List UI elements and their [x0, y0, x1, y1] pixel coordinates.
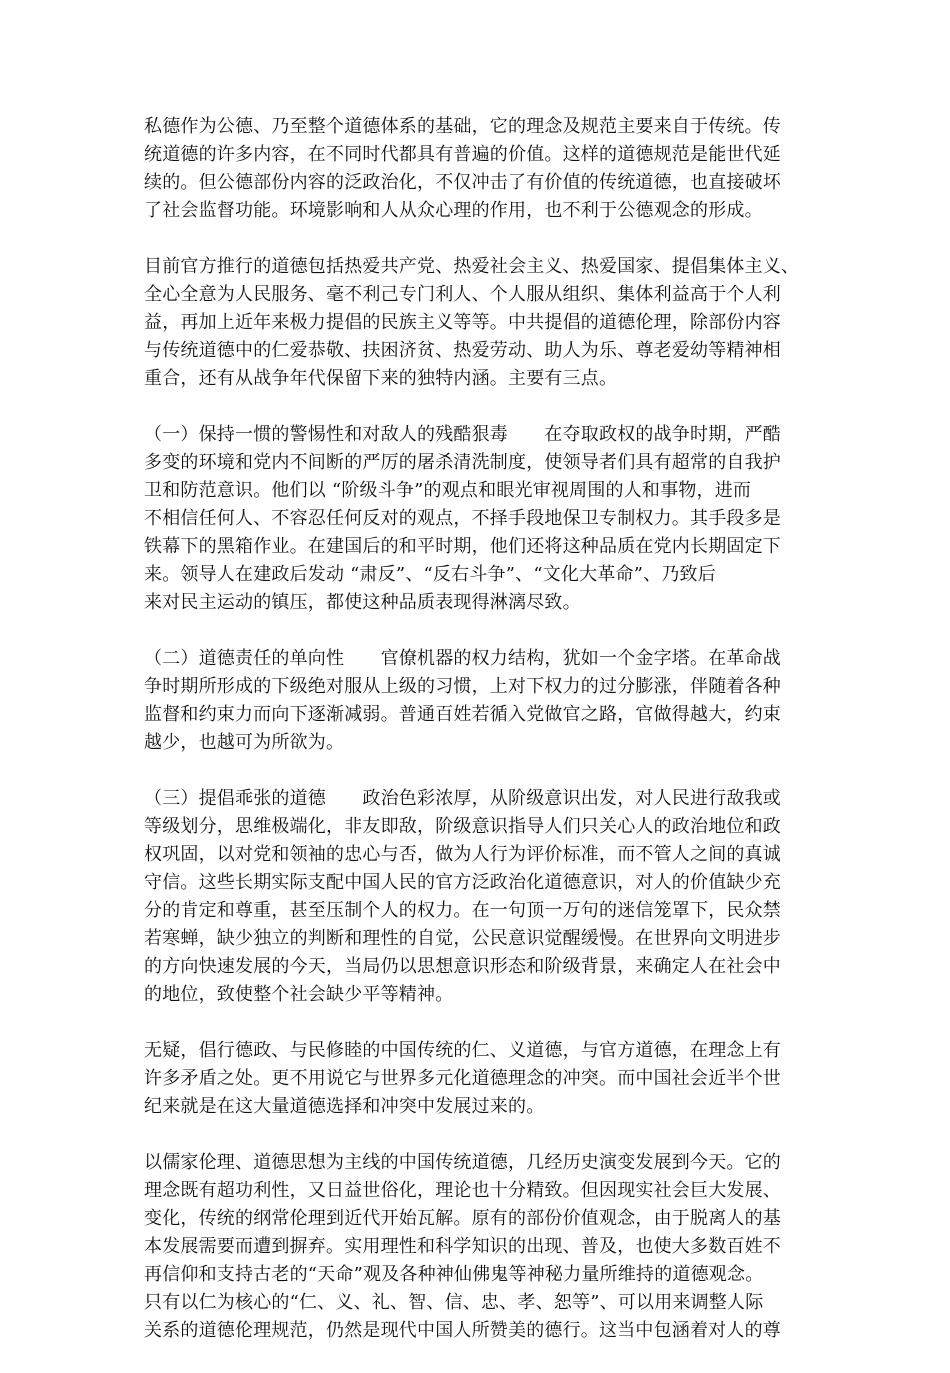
- text-line: 权巩固，以对党和领袖的忠心与否，做为人行为评价标准，而不管人之间的真诚: [144, 844, 781, 865]
- text-line: 多变的环境和党内不间断的严厉的屠杀清洗制度，使领导者们具有超常的自我护: [144, 452, 781, 473]
- text-line: 来对民主运动的镇压，都使这种品质表现得淋漓尽致。: [144, 592, 581, 613]
- paragraph-point-one: [144, 421, 814, 617]
- text-line: 的方向快速发展的今天，当局仍以思想意识形态和阶级背景，来确定人在社会中: [144, 956, 781, 977]
- text-line: 续的。但公德部份内容的泛政治化，不仅冲击了有价值的传统道德，也直接破坏: [144, 172, 781, 193]
- text-line: 无疑，倡行德政、与民修睦的中国传统的仁、义道德，与官方道德，在理念上有: [144, 1040, 781, 1061]
- text-line: 私德作为公德、乃至整个道德体系的基础，它的理念及规范主要来自于传统。传: [144, 116, 781, 137]
- text-line: 若寒蝉，缺少独立的判断和理性的自觉，公民意识觉醒缓慢。在世界向文明进步: [144, 928, 781, 949]
- text-line: （三）提倡乖张的道德 政治色彩浓厚，从阶级意识出发，对人民进行敌我或: [144, 788, 781, 809]
- text-line: 关系的道德伦理规范，仍然是现代中国人所赞美的德行。这当中包涵着对人的尊: [144, 1320, 781, 1341]
- text-line: 许多矛盾之处。更不用说它与世界多元化道德理念的冲突。而中国社会近半个世: [144, 1068, 781, 1089]
- text-line: 来。领导人在建政后发动 “肃反”、“反右斗争”、“文化大革命”、乃致后: [144, 564, 716, 585]
- text-line: 的地位，致使整个社会缺少平等精神。: [144, 984, 454, 1005]
- text-line: 重合，还有从战争年代保留下来的独特内涵。主要有三点。: [144, 368, 618, 389]
- paragraph-point-two: [144, 645, 814, 757]
- paragraph-point-three: [144, 785, 814, 1009]
- text-line: 等级划分，思维极端化，非友即敌，阶级意识指导人们只关心人的政治地位和政: [144, 816, 781, 837]
- text-line: 全心全意为人民服务、毫不利己专门利人、个人服从组织、集体利益高于个人利: [144, 284, 781, 305]
- paragraph-confucian-tradition: [144, 1149, 814, 1345]
- text-line: 守信。这些长期实际支配中国人民的官方泛政治化道德意识，对人的价值缺少充: [144, 872, 781, 893]
- text-line: 监督和约束力而向下逐渐减弱。普通百姓若循入党做官之路，官做得越大，约束: [144, 704, 781, 725]
- text-line: 与传统道德中的仁爱恭敬、扶困济贫、热爱劳动、助人为乐、尊老爱幼等精神相: [144, 340, 781, 361]
- paragraph-private-morality: [144, 113, 814, 225]
- text-line: 越少，也越可为所欲为。: [144, 732, 345, 753]
- text-line: 纪来就是在这大量道德选择和冲突中发展过来的。: [144, 1096, 545, 1117]
- text-line: 不相信任何人、不容忍任何反对的观点，不择手段地保卫专制权力。其手段多是: [144, 508, 781, 529]
- text-line: 了社会监督功能。环境影响和人从众心理的作用，也不利于公德观念的形成。: [144, 200, 763, 221]
- text-line: 本发展需要而遭到摒弃。实用理性和科学知识的出现、普及，也使大多数百姓不: [144, 1236, 781, 1257]
- text-line: 铁幕下的黑箱作业。在建国后的和平时期，他们还将这种品质在党内长期固定下: [144, 536, 781, 557]
- text-line: 卫和防范意识。他们以 “阶级斗争”的观点和眼光审视周围的人和事物，进而: [144, 480, 752, 501]
- text-line: 只有以仁为核心的“仁、义、礼、智、信、忠、孝、恕等”、可以用来调整人际: [144, 1292, 764, 1313]
- text-line: 以儒家伦理、道德思想为主线的中国传统道德，几经历史演变发展到今天。它的: [144, 1152, 781, 1173]
- text-line: 争时期所形成的下级绝对服从上级的习惯，上对下权力的过分膨涨，伴随着各种: [144, 676, 781, 697]
- text-line: （一）保持一惯的警惕性和对敌人的残酷狠毒 在夺取政权的战争时期，严酷: [144, 424, 781, 445]
- text-line: 分的肯定和尊重，甚至压制个人的权力。在一句顶一万句的迷信笼罩下，民众禁: [144, 900, 781, 921]
- text-line: （二）道德责任的单向性 官僚机器的权力结构，犹如一个金字塔。在革命战: [144, 648, 781, 669]
- text-line: 益，再加上近年来极力提倡的民族主义等等。中共提倡的道德伦理，除部份内容: [144, 312, 781, 333]
- text-line: 理念既有超功利性，又日益世俗化，理论也十分精致。但因现实社会巨大发展、: [144, 1180, 781, 1201]
- paragraph-conflict: [144, 1037, 814, 1121]
- text-line: 目前官方推行的道德包括热爱共产党、热爱社会主义、热爱国家、提倡集体主义、: [144, 256, 800, 277]
- text-line: 统道德的许多内容，在不同时代都具有普遍的价值。这样的道德规范是能世代延: [144, 144, 781, 165]
- paragraph-official-morality: [144, 253, 814, 393]
- text-line: 变化，传统的纲常伦理到近代开始瓦解。原有的部份价值观念，由于脱离人的基: [144, 1208, 781, 1229]
- text-line: 再信仰和支持古老的“天命”观及各种神仙佛鬼等神秘力量所维持的道德观念。: [144, 1264, 764, 1285]
- document-body: [144, 113, 814, 1373]
